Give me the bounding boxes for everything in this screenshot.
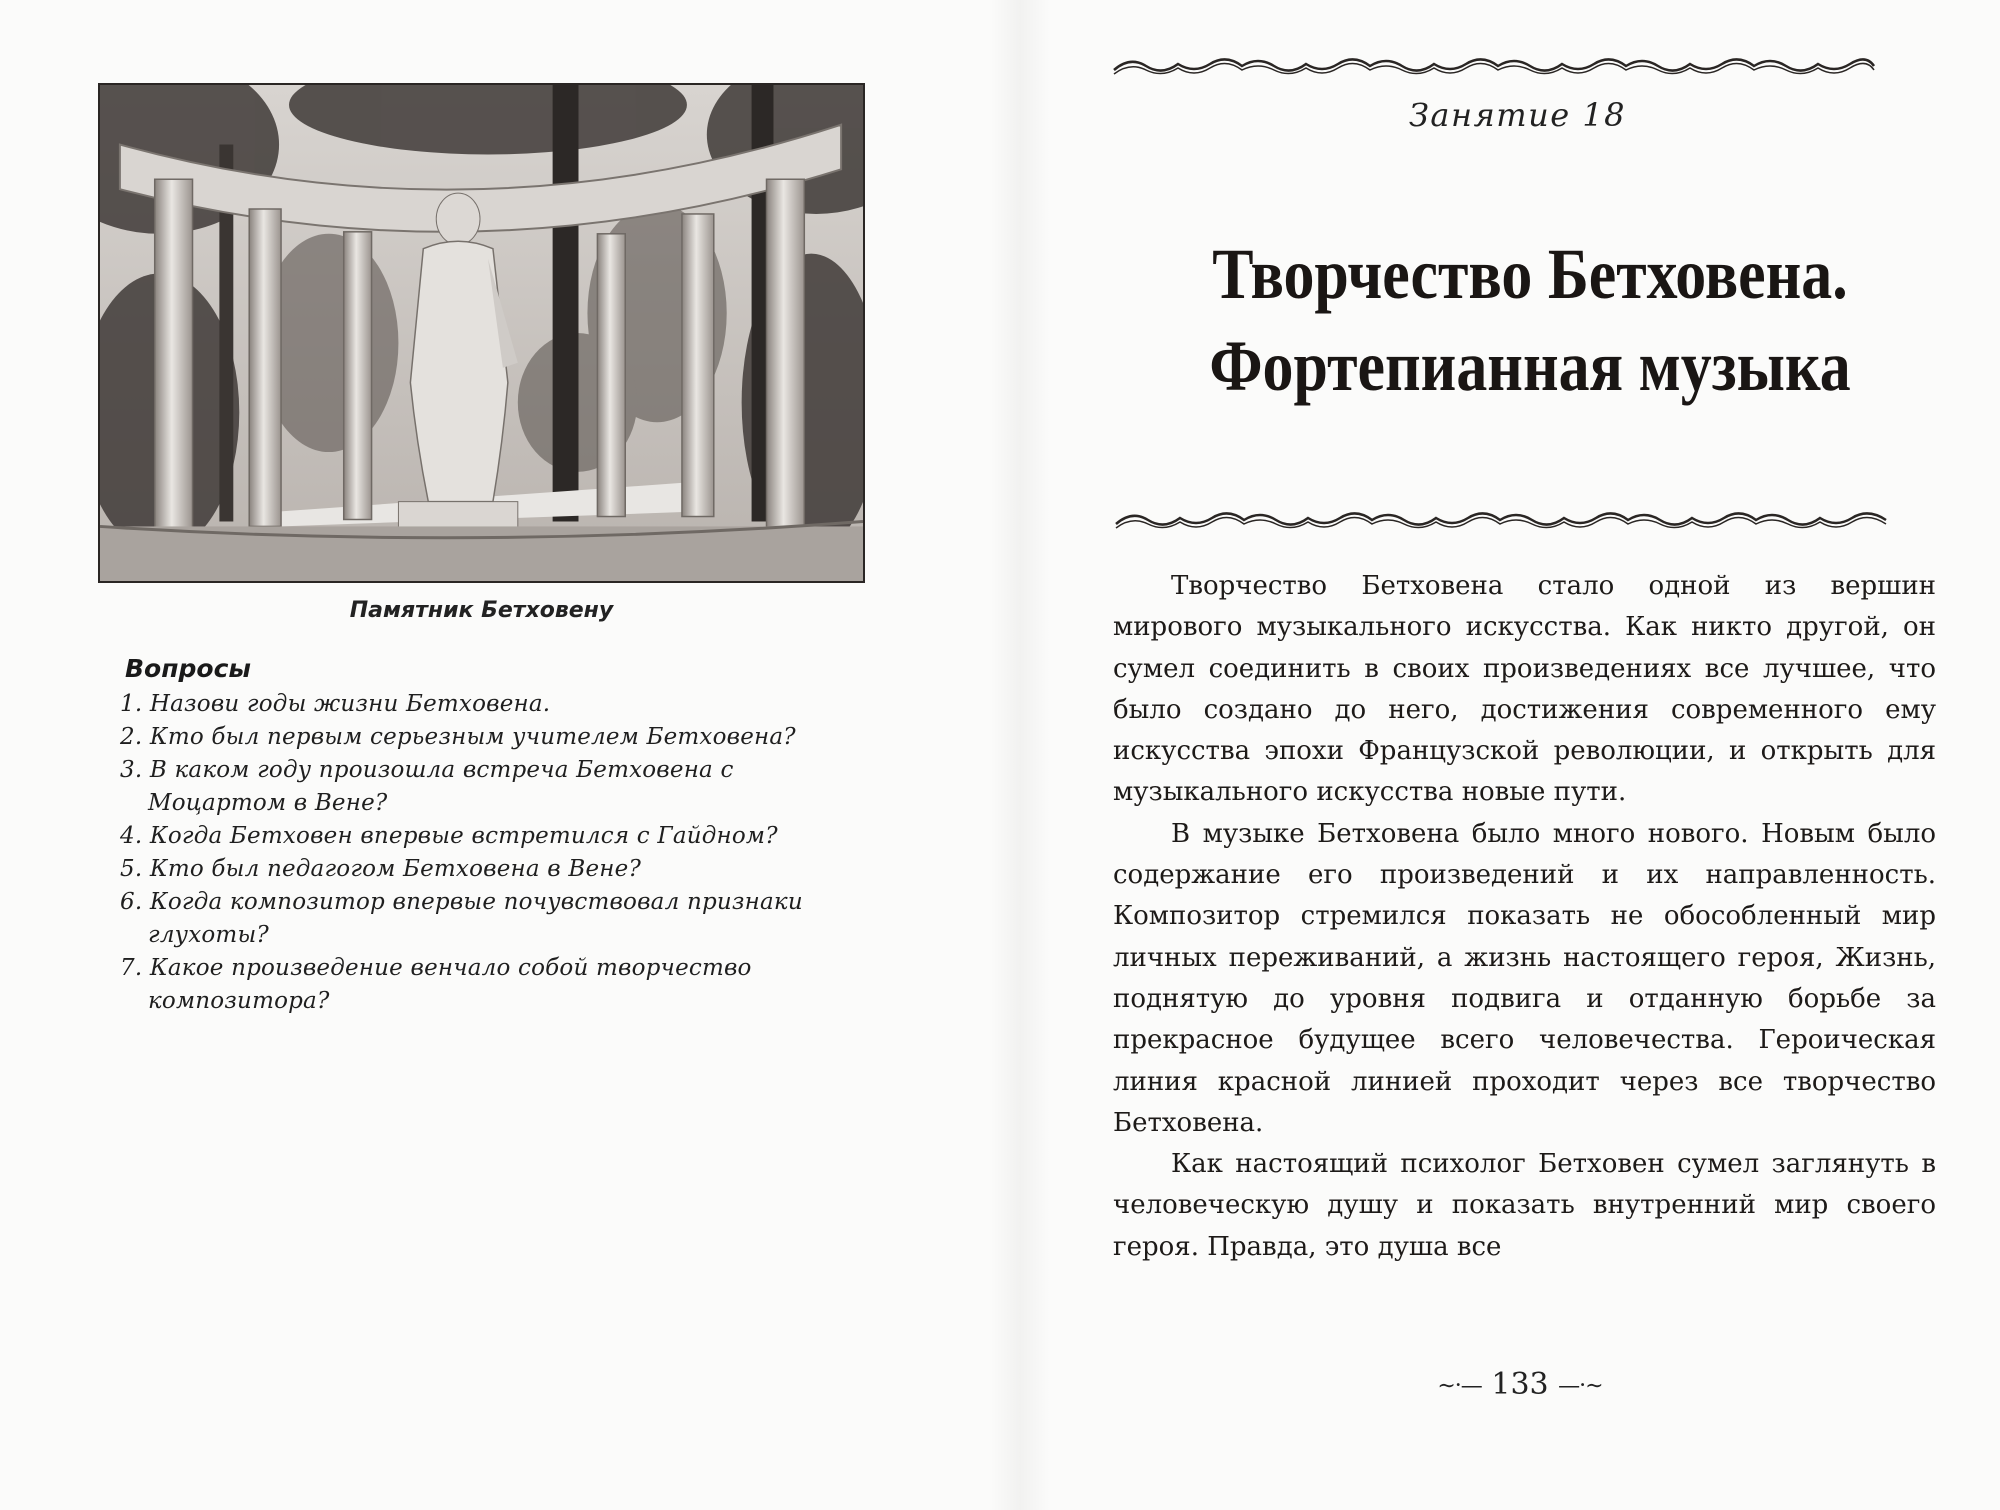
question-item: 6. Когда композитор впервые почувствовал признаки глухоты?	[120, 889, 803, 948]
lesson-number: Занятие 18	[1408, 96, 1627, 134]
monument-illustration	[100, 85, 863, 581]
page-number-footer	[1380, 1367, 1660, 1402]
chapter-title	[1160, 228, 1900, 412]
question-item: 1. Назови годы жизни Бетховена.	[120, 691, 551, 717]
questions-list	[120, 688, 872, 1018]
question-item: 3. В каком году произошла встреча Бетховена с Моцартом в Вене?	[120, 757, 734, 816]
photo-caption: Памятник Бетховену	[349, 598, 614, 623]
question-item: 5. Кто был педагогом Бетховена в Вене?	[120, 856, 642, 882]
chapter-title-line-1: Творчество Бетховена.	[1212, 234, 1848, 314]
top-ornament	[1110, 52, 1878, 80]
question-item: 2. Кто был первым серьезным учителем Бетховена?	[120, 724, 796, 750]
page-number: 133	[1491, 1367, 1549, 1402]
paragraph: Творчество Бетховена стало одной из вершин мирового музыкального искусства. Как никто другой, он сумел соединить в своих произведениях все лучшее, что было создано до него, достижения современного ему искусства эпохи Французской революции, и открыть для музыкального искусства новые пути.	[1113, 571, 1936, 808]
body-text	[1113, 566, 1936, 1268]
chapter-title-line-2: Фортепианная музыка	[1209, 326, 1851, 406]
left-flourish-icon: ∼·—	[1437, 1373, 1482, 1399]
paragraph: В музыке Бетховена было много нового. Новым было содержание его произведений и их направленность. Композитор стремился показать не обособленный мир личных переживаний, а жизнь настоящего героя, Жизнь, поднятую до уровня подвига и отданную борьбе за прекрасное будущее всего человечества. Героическая линия красной линией проходит через все творчество Бетховена.	[1113, 818, 1936, 1138]
right-flourish-icon: —·∼	[1558, 1373, 1603, 1399]
right-page	[1040, 0, 2000, 1510]
paragraph: Как настоящий психолог Бетховен сумел заглянуть в человеческую душу и показать внутренний мир своего героя. Правда, это душа все	[1113, 1149, 1936, 1262]
question-item: 4. Когда Бетховен впервые встретился с Гайдном?	[120, 823, 778, 849]
beethoven-monument-photo	[98, 83, 865, 583]
question-item: 7. Какое произведение венчало собой творчество композитора?	[120, 955, 752, 1014]
divider-ornament	[1112, 506, 1890, 534]
questions-heading: Вопросы	[125, 654, 252, 683]
